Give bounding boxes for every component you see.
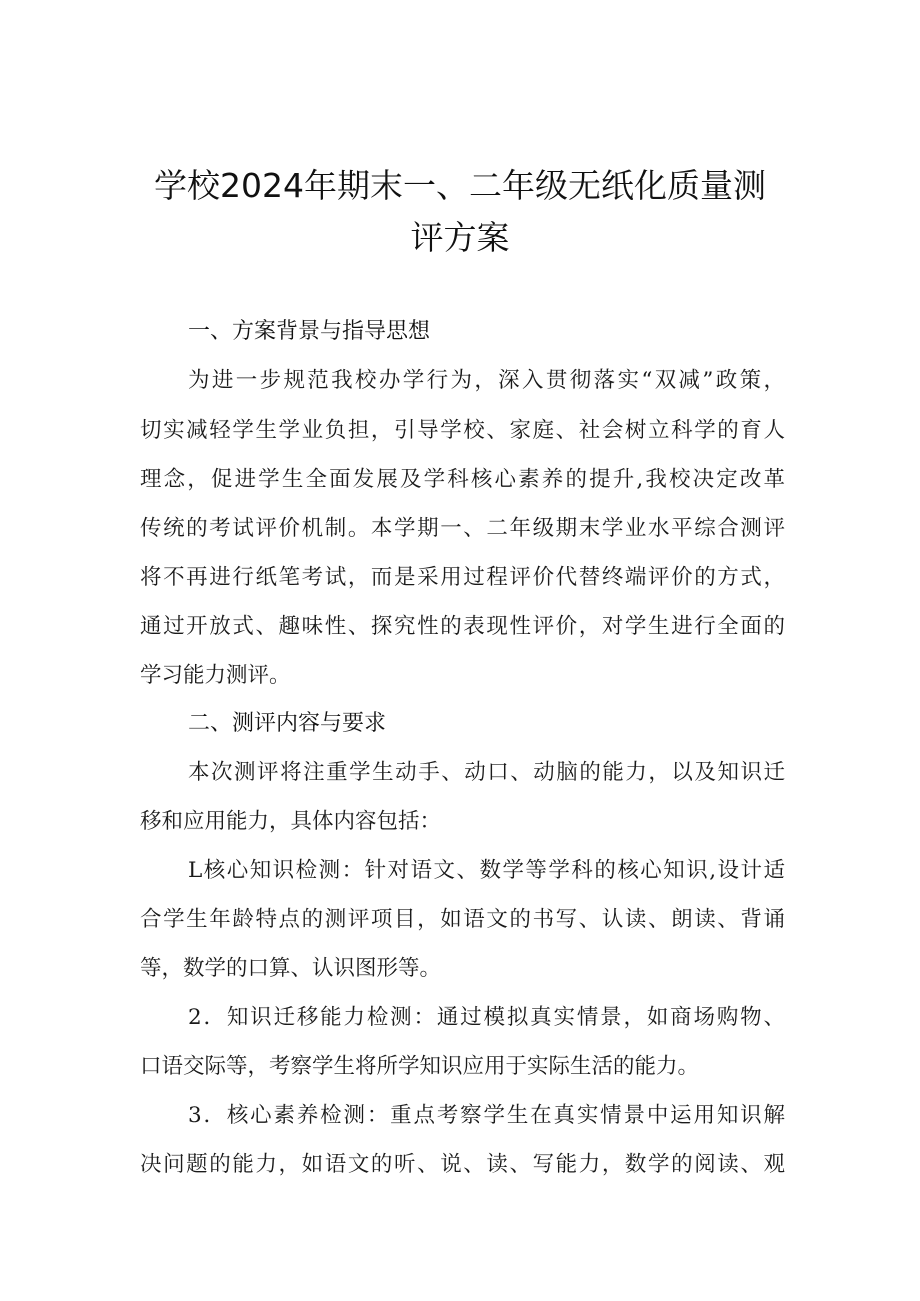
section-1-paragraph-line: 切实减轻学生学业负担，引导学校、家庭、社会树立科学的育人 bbox=[140, 418, 785, 443]
section-1-paragraph-line: 传统的考试评价机制。本学期一、二年级期末学业水平综合测评 bbox=[140, 516, 785, 541]
section-1-heading: 一、方案背景与指导思想 bbox=[188, 319, 431, 344]
item-1-line: 合学生年龄特点的测评项目，如语文的书写、认读、朗读、背诵 bbox=[140, 907, 785, 932]
item-1-line: 等，数学的口算、认识图形等。 bbox=[140, 956, 442, 981]
section-1-paragraph-line: 学习能力测评。 bbox=[140, 663, 291, 688]
section-2-intro-line: 本次测评将注重学生动手、动口、动脑的能力，以及知识迁 bbox=[188, 760, 785, 785]
section-1-paragraph-line: 理念，促进学生全面发展及学科核心素养的提升,我校决定改革 bbox=[140, 467, 785, 492]
section-2-heading: 二、测评内容与要求 bbox=[188, 711, 387, 736]
document-title-line-1: 学校2024年期末一、二年级无纸化质量测 bbox=[154, 166, 766, 205]
section-1-paragraph-line: 通过开放式、趣味性、探究性的表现性评价，对学生进行全面的 bbox=[140, 614, 785, 639]
document-title-line-2: 评方案 bbox=[410, 218, 510, 257]
item-1-line: L核心知识检测：针对语文、数学等学科的核心知识,设计适 bbox=[188, 858, 785, 883]
section-2-intro-line: 移和应用能力，具体内容包括： bbox=[140, 809, 442, 834]
section-1-paragraph-line: 为进一步规范我校办学行为，深入贯彻落实“双减”政策， bbox=[188, 368, 785, 393]
item-3-line: 3．核心素养检测：重点考察学生在真实情景中运用知识解 bbox=[188, 1103, 785, 1128]
item-2-line: 口语交际等，考察学生将所学知识应用于实际生活的能力。 bbox=[140, 1054, 700, 1079]
item-3-line: 决问题的能力，如语文的听、说、读、写能力，数学的阅读、观 bbox=[140, 1152, 785, 1177]
section-1-paragraph-line: 将不再进行纸笔考试，而是采用过程评价代替终端评价的方式， bbox=[140, 565, 785, 590]
item-2-line: 2．知识迁移能力检测：通过模拟真实情景，如商场购物、 bbox=[188, 1005, 785, 1030]
